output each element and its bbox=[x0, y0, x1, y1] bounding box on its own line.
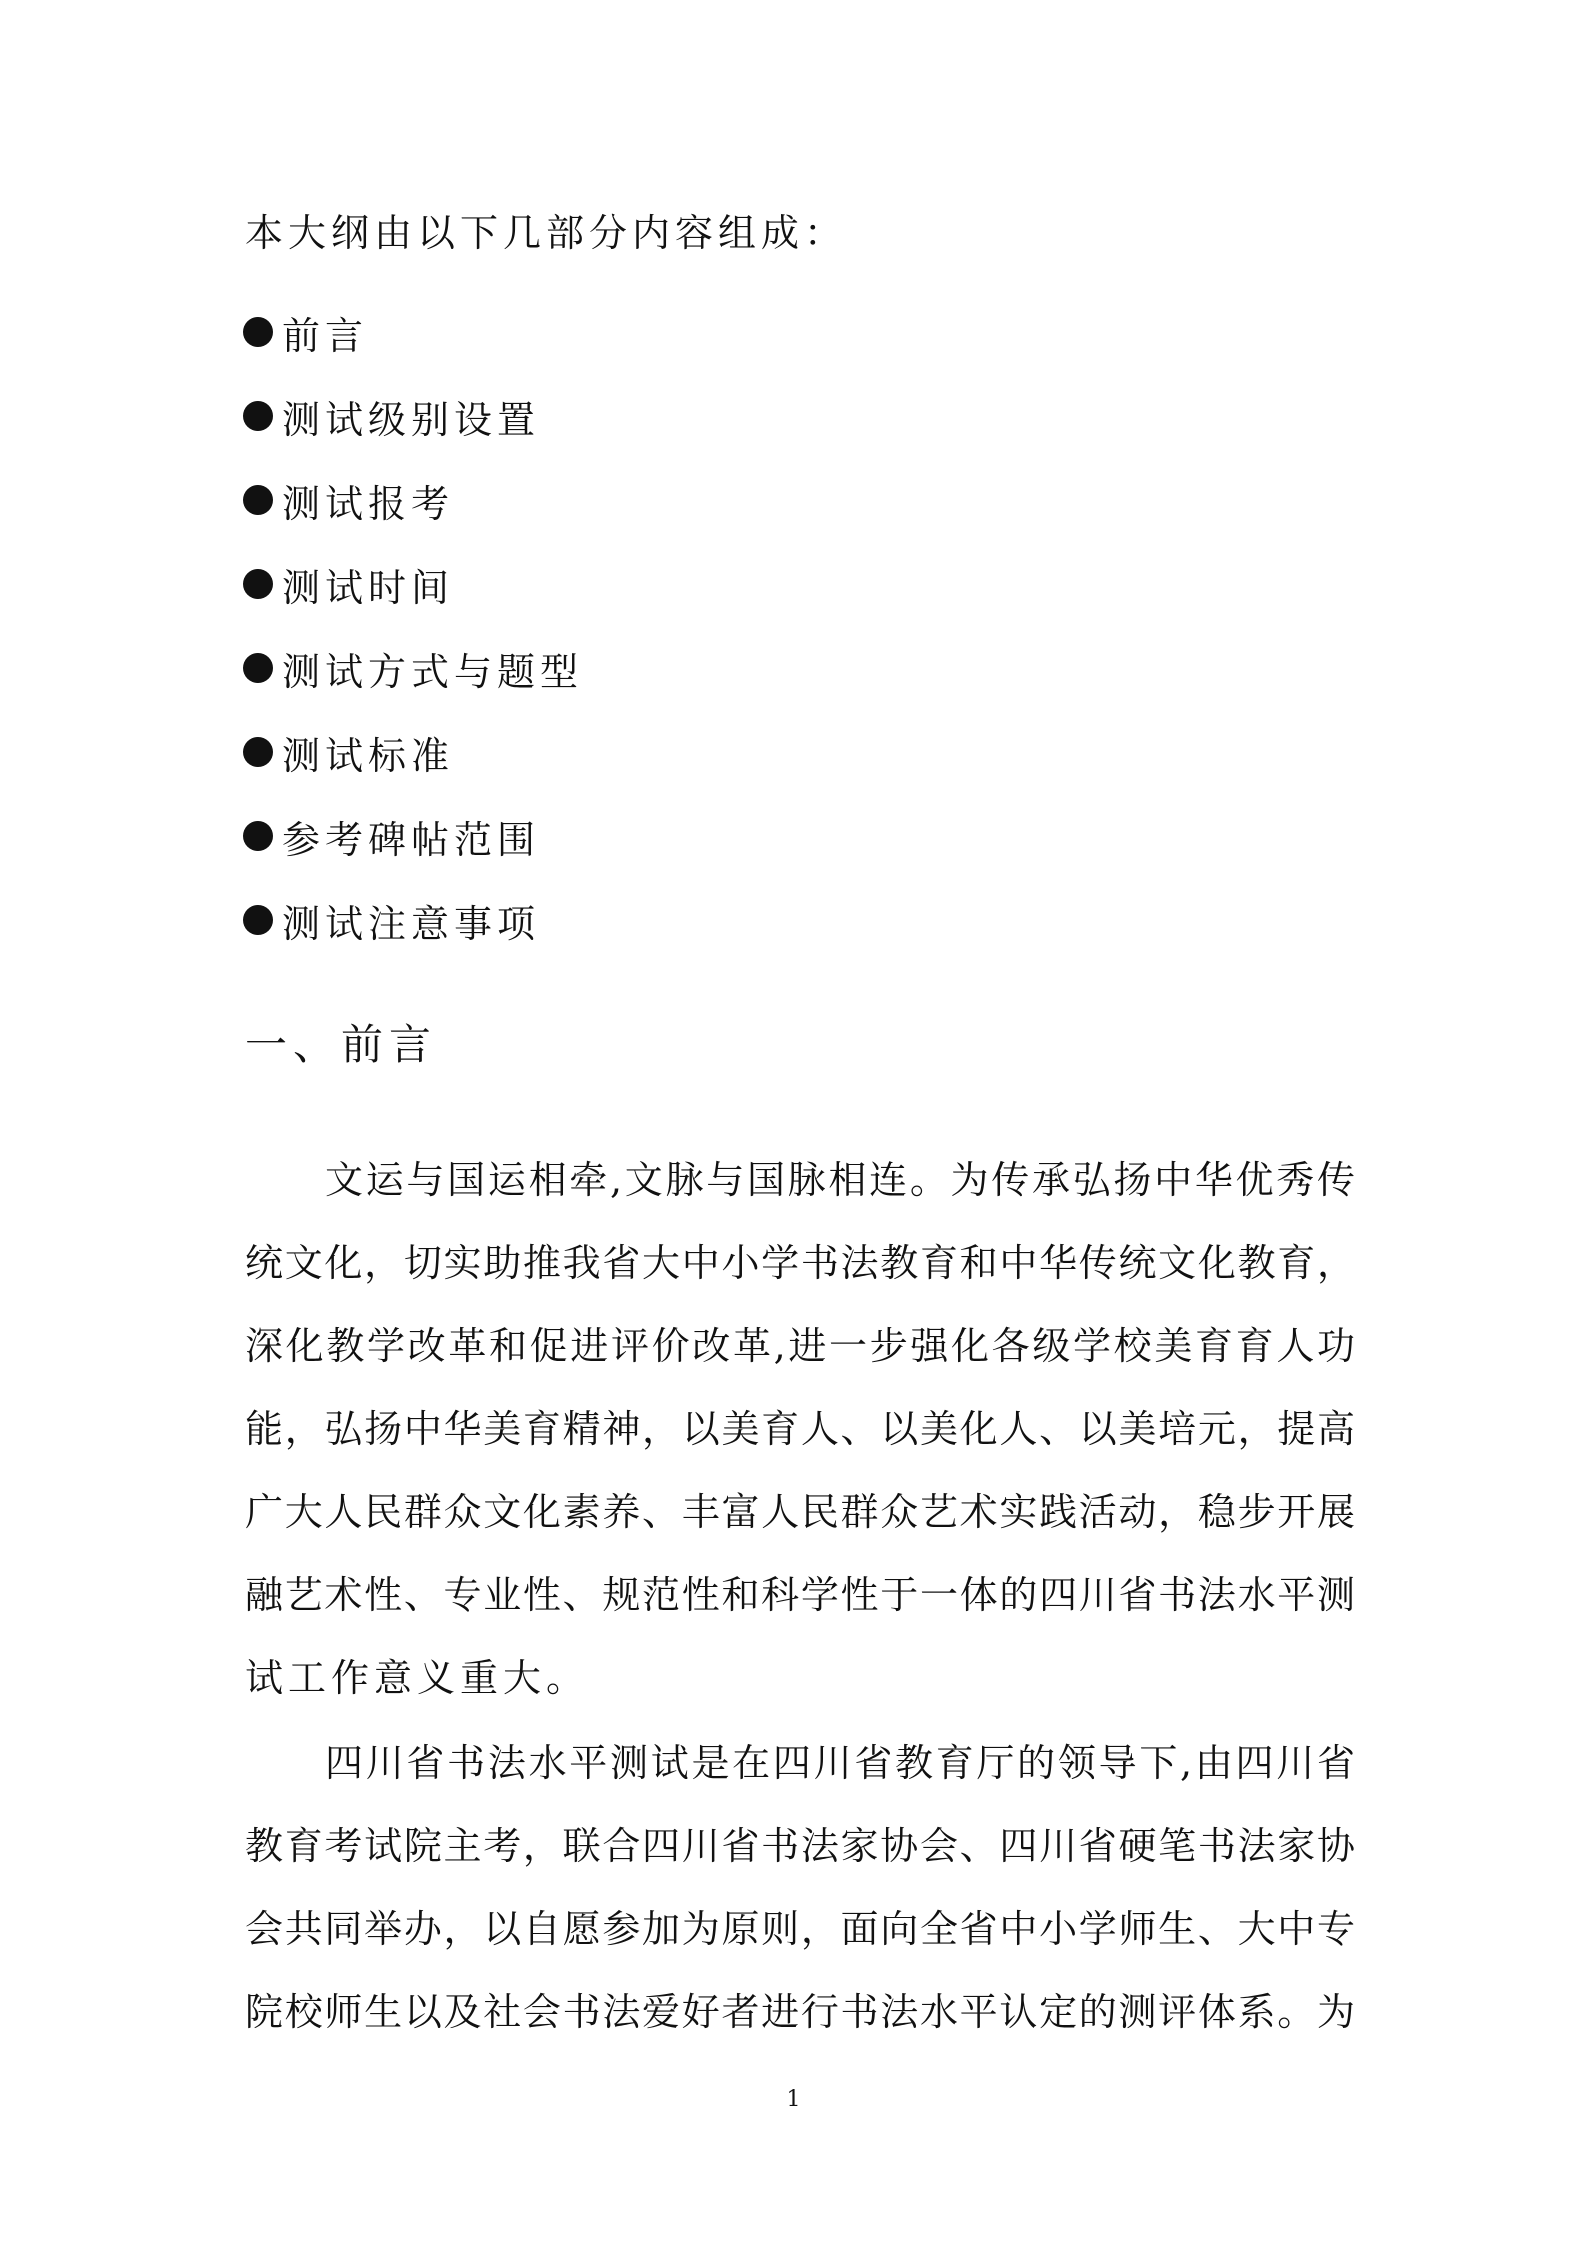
paragraph-line: 统文化，切实助推我省大中小学书法教育和中华传统文化教育， bbox=[245, 1241, 1355, 1285]
bullet-icon bbox=[243, 485, 273, 515]
paragraph-line: 四川省书法水平测试是在四川省教育厅的领导下,由四川省 bbox=[325, 1741, 1355, 1785]
bullet-icon bbox=[243, 653, 273, 683]
intro-text: 本大纲由以下几部分内容组成： bbox=[245, 211, 848, 255]
paragraph-line: 文运与国运相牵,文脉与国脉相连。为传承弘扬中华优秀传 bbox=[325, 1158, 1355, 1202]
toc-item bbox=[243, 542, 583, 626]
toc-item bbox=[243, 710, 583, 794]
paragraph-line: 深化教学改革和促进评价改革,进一步强化各级学校美育育人功 bbox=[245, 1324, 1355, 1368]
paragraph-line: 能，弘扬中华美育精神，以美育人、以美化人、以美培元，提高 bbox=[245, 1407, 1355, 1451]
toc-item bbox=[243, 458, 583, 542]
paragraph-line: 融艺术性、专业性、规范性和科学性于一体的四川省书法水平测 bbox=[245, 1573, 1355, 1617]
paragraph-line: 试工作意义重大。 bbox=[245, 1656, 590, 1700]
bullet-icon bbox=[243, 401, 273, 431]
toc-item-label: 测试注意事项 bbox=[282, 901, 541, 946]
toc-item bbox=[243, 878, 583, 962]
toc-item-label: 测试报考 bbox=[282, 481, 455, 526]
paragraph-preface bbox=[245, 1150, 1355, 1731]
toc-item-label: 测试标准 bbox=[282, 733, 455, 778]
bullet-icon bbox=[243, 737, 273, 767]
bullet-icon bbox=[243, 821, 273, 851]
paragraph-line: 广大人民群众文化素养、丰富人民群众艺术实践活动，稳步开展 bbox=[245, 1490, 1355, 1534]
bullet-icon bbox=[243, 317, 273, 347]
toc-item bbox=[243, 794, 583, 878]
paragraph-line: 教育考试院主考，联合四川省书法家协会、四川省硬笔书法家协 bbox=[245, 1824, 1355, 1868]
toc-item-label: 参考碑帖范围 bbox=[282, 817, 541, 862]
paragraph-line: 会共同举办，以自愿参加为原则，面向全省中小学师生、大中专 bbox=[245, 1907, 1355, 1951]
paragraph-line: 院校师生以及社会书法爱好者进行书法水平认定的测评体系。为 bbox=[245, 1990, 1355, 2034]
bullet-icon bbox=[243, 569, 273, 599]
toc-item bbox=[243, 626, 583, 710]
bullet-icon bbox=[243, 905, 273, 935]
paragraph-organization bbox=[245, 1733, 1355, 2065]
toc-item bbox=[243, 374, 583, 458]
page-number: 1 bbox=[786, 2087, 801, 2112]
toc-item-label: 测试级别设置 bbox=[282, 397, 541, 442]
toc-item bbox=[243, 290, 583, 374]
toc-item-label: 前言 bbox=[282, 313, 369, 358]
toc-item-label: 测试方式与题型 bbox=[282, 649, 584, 694]
section-heading: 一、前言 bbox=[245, 1020, 438, 1069]
toc-item-label: 测试时间 bbox=[282, 565, 455, 610]
table-of-contents bbox=[243, 290, 583, 962]
